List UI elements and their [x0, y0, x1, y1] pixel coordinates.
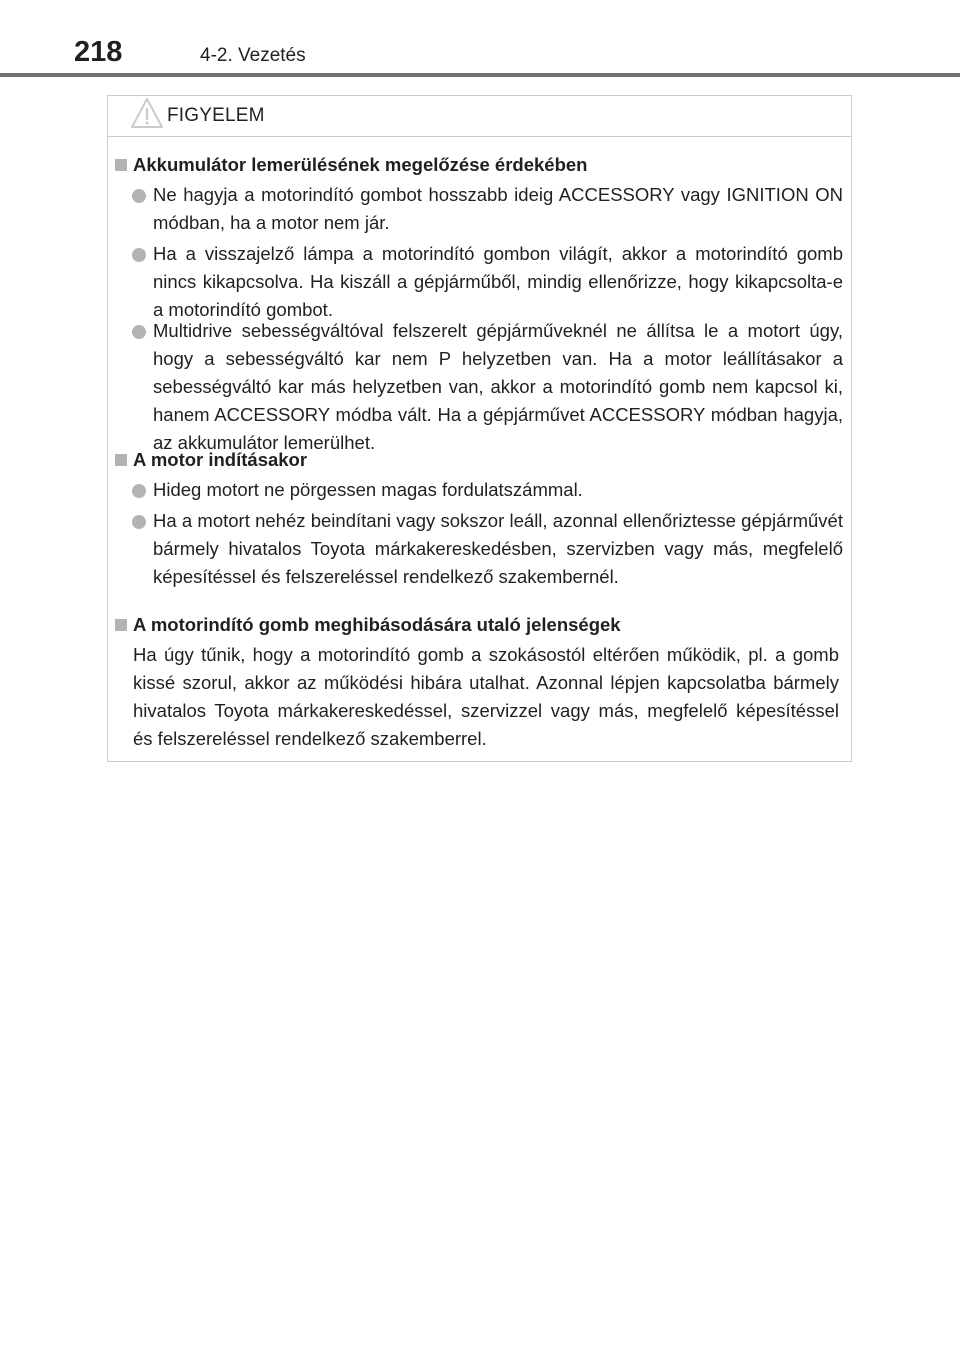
square-bullet-icon: [115, 454, 127, 466]
list-item: [132, 507, 843, 591]
warning-header: [108, 96, 851, 137]
list-item-text: Multidrive sebességváltóval felszerelt gépjárműveknél ne állítsa le a motort úgy, hogy a sebességváltó kar nem P helyzetben van. Ha a motor leállításakor a sebességváltó kar más helyzetben van, akkor a motorindító gomb nem kapcsol ki, hanem ACCESSORY módba vált. Ha a gépjárművet ACCESSORY módban hagyja, az akkumulátor lemerülhet.: [153, 320, 843, 453]
list-item-text: Ha a visszajelző lámpa a motorindító gombon világít, akkor a motorindító gomb nincs kikapcsolva. Ha kiszáll a gépjárműből, mindig ellenőrizze, hogy kikapcsolta-e a motorindító gombot.: [153, 243, 843, 320]
warning-title: FIGYELEM: [167, 105, 265, 126]
section-heading: [115, 151, 587, 179]
circle-bullet-icon: [132, 189, 146, 203]
list-item: [132, 476, 843, 504]
warning-triangle-icon: [130, 97, 164, 131]
section-heading-text: A motor indításakor: [133, 449, 308, 470]
section-heading: [115, 611, 621, 639]
circle-bullet-icon: [132, 484, 146, 498]
circle-bullet-icon: [132, 325, 146, 339]
circle-bullet-icon: [132, 515, 146, 529]
circle-bullet-icon: [132, 248, 146, 262]
list-item: [132, 240, 843, 324]
list-item: [132, 181, 843, 237]
square-bullet-icon: [115, 159, 127, 171]
list-item-text: Ne hagyja a motorindító gombot hosszabb ideig ACCESSORY vagy IGNITION ON módban, ha a motor nem jár.: [153, 184, 843, 233]
section-paragraph: Ha úgy tűnik, hogy a motorindító gomb a szokásostól eltérően működik, pl. a gomb kissé szorul, akkor az működési hibára utalhat. Azonnal lépjen kapcsolatba bármely hivatalos Toyota márkakereskedéssel, szervizzel vagy más, megfelelő képesítéssel és felszereléssel rendelkező szakemberrel.: [133, 644, 839, 749]
section-heading: [115, 446, 307, 474]
section-title: 4-2. Vezetés: [200, 45, 306, 66]
list-item: [132, 317, 843, 457]
page-number: 218: [74, 36, 123, 68]
page-header: [0, 0, 960, 80]
list-item-text: Ha a motort nehéz beindítani vagy sokszor leáll, azonnal ellenőriztesse gépjárművét bármely hivatalos Toyota márkakereskedésben, szervizben vagy más, megfelelő képesítéssel és felszereléssel rendelkező szakembernél.: [153, 510, 843, 587]
header-rule: [0, 73, 960, 77]
warning-box: [107, 95, 852, 762]
section-heading-text: Akkumulátor lemerülésének megelőzése érdekében: [133, 154, 588, 175]
list-item-text: Hideg motort ne pörgessen magas fordulatszámmal.: [153, 479, 583, 500]
square-bullet-icon: [115, 619, 127, 631]
section-heading-text: A motorindító gomb meghibásodására utaló jelenségek: [133, 614, 621, 635]
